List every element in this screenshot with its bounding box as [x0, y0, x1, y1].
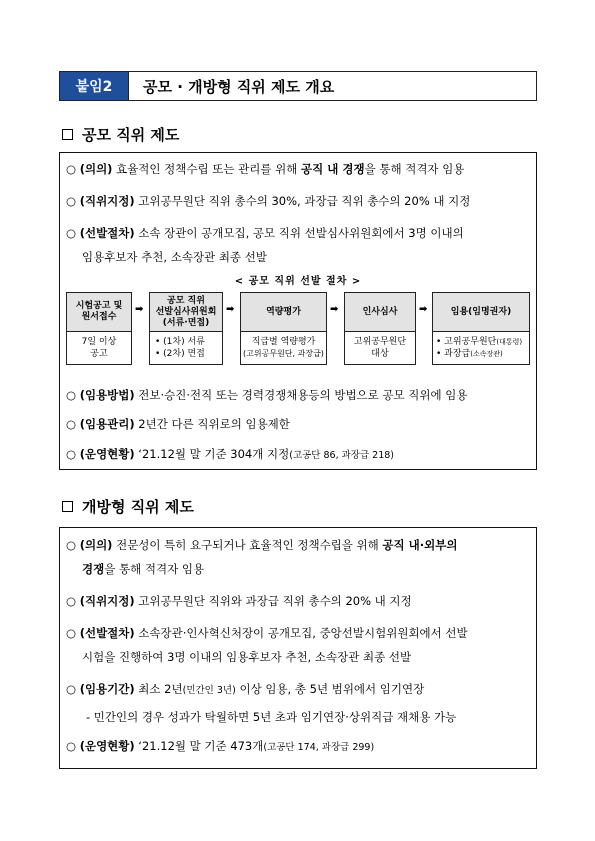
s2-purpose-pre: 전문성이 특히 요구되거나 효율적인 정책수립을 위해	[112, 538, 383, 552]
step1-body2: 공고	[90, 349, 108, 359]
s1-procedure-line2: 임용후보자 추천, 소속장관 최종 선발	[82, 250, 267, 264]
step5-body1-small: (대통령)	[496, 338, 523, 346]
bullet-icon: ○	[66, 194, 77, 208]
s1-designation-label: (직위지정)	[79, 194, 135, 208]
s1-procedure-text1: 소속 장관이 공개모집, 공모 직위 선발심사위원회에서 3명 이내의	[134, 226, 464, 240]
step5-body2-small: (소속장관)	[470, 350, 503, 358]
section2-heading-text: 개방형 직위 제도	[82, 498, 194, 516]
step5-body1: • 고위공무원단	[436, 337, 497, 347]
bullet-icon: ○	[66, 538, 77, 552]
s1-designation-line	[66, 192, 470, 210]
step3-body2: (고위공무원단, 과장급)	[243, 349, 324, 358]
arrow-icon: ➡	[135, 304, 144, 315]
s2-period-line	[66, 680, 424, 700]
s2-period-post: 이상 임용, 총 5년 범위에서 임기연장	[235, 682, 425, 696]
process-step-4-head	[345, 293, 415, 332]
step4-body2: 대상	[371, 349, 389, 359]
section1-heading-text: 공모 직위 제도	[82, 126, 180, 144]
s2-purpose-bold2: 경쟁	[82, 562, 105, 576]
process-step-5	[432, 292, 530, 365]
process-title: < 공모 직위 선발 절차 >	[234, 276, 362, 287]
s1-purpose-post: 을 통해 적격자 임용	[364, 162, 465, 176]
s1-procedure-label: (선발절차)	[79, 226, 135, 240]
s2-procedure-line2: 시험을 진행하여 3명 이내의 임용후보자 추천, 소속장관 최종 선발	[82, 650, 412, 664]
bullet-icon: ○	[66, 739, 77, 753]
step5-body2-row	[436, 348, 503, 360]
s2-period-small: (민간인 3년)	[182, 685, 236, 696]
s2-purpose-bold1: 공직 내·외부의	[382, 538, 458, 552]
s1-management-text: 2년간 다른 직위로의 임용제한	[134, 417, 290, 431]
bullet-icon: ○	[66, 682, 77, 696]
s1-status-pre: ‘21.12월 말 기준 304개 지정	[134, 447, 290, 461]
s2-purpose-label: (의의)	[79, 538, 113, 552]
step4-head1: 인사심사	[362, 306, 398, 317]
arrow-icon: ➡	[419, 304, 428, 315]
process-step-2-body	[150, 332, 222, 364]
bullet-icon: ○	[66, 447, 77, 461]
section1-heading	[62, 124, 179, 145]
s1-designation-text: 고위공무원단 직위 총수의 30%, 과장급 직위 총수의 20% 내 지정	[134, 194, 471, 208]
s2-designation-text: 고위공무원단 직위와 과장급 직위 총수의 20% 내 지정	[134, 594, 412, 608]
s2-purpose-line1	[66, 536, 457, 554]
s2-purpose-post: 을 통해 적격자 임용	[104, 562, 205, 576]
process-step-5-head	[433, 293, 529, 332]
step2-head3: (서류·면접)	[162, 317, 210, 328]
step2-head2: 선발심사위원회	[155, 306, 217, 317]
step1-body1: 7일 이상	[81, 337, 117, 347]
document-title-bar	[59, 71, 537, 101]
bullet-icon: ○	[66, 594, 77, 608]
s2-purpose-line2	[82, 560, 204, 578]
step2-body1: • (1차) 서류	[155, 337, 205, 347]
arrow-icon: ➡	[330, 304, 339, 315]
step5-body2: • 과장급	[436, 349, 471, 359]
s2-status-small: (고공단 174, 과장급 299)	[263, 742, 375, 753]
s1-method-label: (임용방법)	[79, 388, 135, 402]
square-bullet-icon	[62, 501, 73, 512]
bullet-icon: ○	[66, 626, 77, 640]
s1-method-line	[66, 386, 468, 404]
step5-body1-row	[436, 336, 522, 348]
s2-designation-line	[66, 592, 412, 610]
process-step-3	[240, 292, 327, 365]
step3-head1: 역량평가	[266, 306, 301, 317]
s2-status-pre: ‘21.12월 말 기준 473개	[134, 739, 264, 753]
s2-note-line: - 민간인의 경우 성과가 탁월하면 5년 초과 임기연장·상위직급 재채용 가능	[86, 710, 457, 724]
s1-status-small: (고공단 86, 과장급 218)	[289, 450, 395, 461]
section1-box	[59, 152, 537, 470]
s2-procedure-line1	[66, 624, 468, 642]
s2-status-label: (운영현황)	[79, 739, 135, 753]
s2-period-label: (임용기간)	[79, 682, 135, 696]
s2-procedure-text1: 소속장관·인사혁신처장이 공개모집, 중앙선발시험위원회에서 선발	[134, 626, 468, 640]
square-bullet-icon	[62, 129, 73, 140]
section2-heading	[62, 496, 194, 517]
s1-procedure-line1	[66, 224, 464, 242]
s1-purpose-bold: 공직 내 경쟁	[301, 162, 365, 176]
s2-status-line	[66, 737, 374, 757]
arrow-icon: ➡	[226, 304, 235, 315]
step1-head1: 시험공고 및	[75, 301, 123, 311]
s1-status-line	[66, 445, 394, 465]
s2-procedure-label: (선발절차)	[79, 626, 135, 640]
process-step-5-body	[433, 332, 529, 364]
step2-head1: 공모 직위	[167, 295, 205, 306]
bullet-icon: ○	[66, 162, 77, 176]
process-step-4	[344, 292, 416, 365]
bullet-icon: ○	[66, 226, 77, 240]
process-step-3-body	[241, 332, 326, 364]
step1-head2: 원서접수	[81, 312, 117, 322]
document-title: 공모 · 개방형 직위 제도 개요	[143, 77, 335, 96]
s1-management-line	[66, 415, 290, 433]
process-step-3-head	[241, 293, 326, 332]
s1-purpose-pre: 효율적인 정책수립 또는 관리를 위해	[112, 162, 302, 176]
step5-head1: 임용(임명권자)	[450, 306, 512, 317]
step2-body2: • (2차) 면접	[155, 349, 205, 359]
s2-designation-label: (직위지정)	[79, 594, 135, 608]
s1-purpose-line	[66, 160, 464, 178]
section2-box	[59, 527, 537, 769]
s2-period-pre: 최소 2년	[134, 682, 183, 696]
process-step-1-body	[67, 332, 131, 364]
s1-purpose-label: (의의)	[79, 162, 113, 176]
bullet-icon: ○	[66, 417, 77, 431]
process-step-1	[66, 292, 132, 365]
bullet-icon: ○	[66, 388, 77, 402]
s1-status-label: (운영현황)	[79, 447, 135, 461]
process-step-2	[149, 292, 223, 365]
attachment-badge: 붙임2	[60, 72, 129, 100]
process-step-1-head	[67, 293, 131, 332]
step4-body1: 고위공무원단	[353, 337, 407, 347]
s1-method-text: 전보·승진·전직 또는 경력경쟁채용등의 방법으로 공모 직위에 임용	[134, 388, 468, 402]
process-step-2-head	[150, 293, 222, 332]
s1-management-label: (임용관리)	[79, 417, 135, 431]
step3-body1: 직급별 역량평가	[251, 337, 316, 347]
process-step-4-body	[345, 332, 415, 364]
